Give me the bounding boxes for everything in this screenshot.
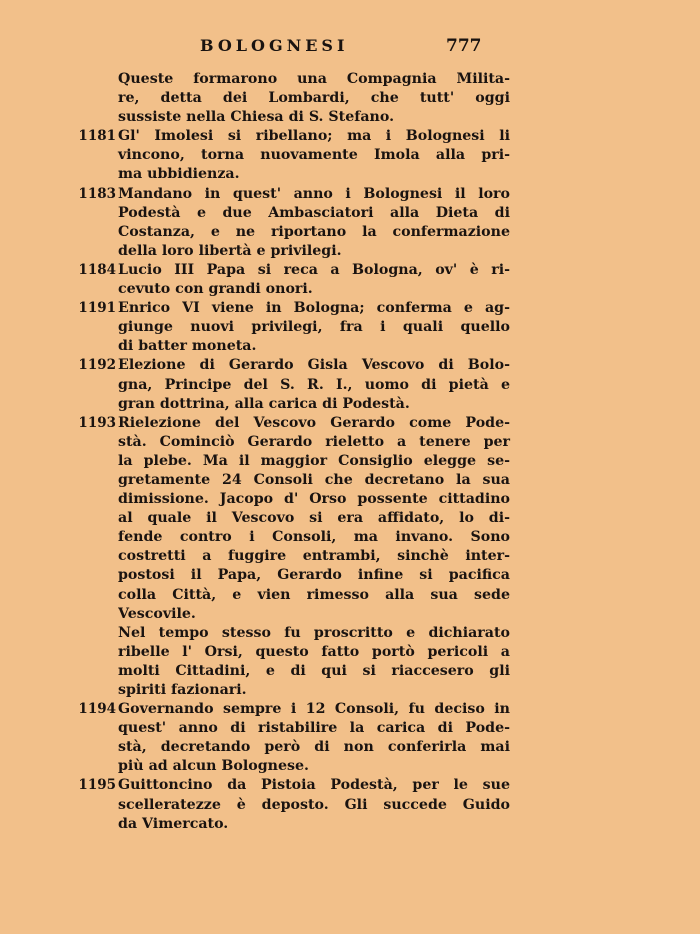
text-line: spiriti fazionari. <box>118 682 247 698</box>
text-line: quest' anno di ristabilire la carica di Pode- <box>118 720 510 737</box>
text-line: re, detta dei Lombardi, che tutt' oggi <box>118 90 510 107</box>
entry-year: 1193 <box>78 414 116 431</box>
chronicle-entry <box>70 700 510 776</box>
text-line: postosi il Papa, Gerardo infine si pacifica <box>118 567 510 584</box>
entry-year: 1194 <box>78 701 116 718</box>
text-line: Elezione di Gerardo Gisla Vescovo di Bolo- <box>118 357 510 374</box>
text-line: stà, decretando però di non conferirla mai <box>118 739 510 756</box>
text-line: gretamente 24 Consoli che decretano la sua <box>118 471 510 488</box>
chronicle-entry <box>70 70 510 127</box>
text-line: sussiste nella Chiesa di S. Stefano. <box>118 109 395 126</box>
text-line: Queste formarono una Compagnia Milita- <box>118 71 510 87</box>
text-line: scelleratezze è deposto. Gli succede Guido <box>118 796 510 813</box>
text-line: di batter moneta. <box>118 338 257 355</box>
text-line: stà. Cominciò Gerardo rieletto a tenere per <box>118 433 510 450</box>
text-line: gna, Principe del S. R. I., uomo di pietà e <box>118 376 510 393</box>
text-line: costretti a fuggire entrambi, sinchè inter- <box>118 548 510 565</box>
text-line: della loro libertà e privilegi. <box>118 242 342 259</box>
text-line: Gl' Imolesi si ribellano; ma i Bolognesi li <box>118 128 510 145</box>
chronicle-entry <box>70 185 510 261</box>
entry-year: 1181 <box>78 128 116 145</box>
entry-year: 1183 <box>78 185 116 202</box>
text-line: Mandano in quest' anno i Bolognesi il loro <box>118 185 510 202</box>
entry-year: 1195 <box>78 777 116 794</box>
text-line: Governando sempre i 12 Consoli, fu deciso in <box>118 701 510 718</box>
chronicle-entry <box>70 356 510 413</box>
page-number: 777 <box>446 36 482 56</box>
text-line: dimissione. Jacopo d' Orso possente cittadino <box>118 491 510 508</box>
chronicle-entry <box>70 261 510 299</box>
text-line: cevuto con grandi onori. <box>118 281 313 298</box>
text-line: fende contro i Consoli, ma invano. Sono <box>118 529 510 546</box>
text-line: la plebe. Ma il maggior Consiglio elegge se- <box>118 452 510 469</box>
text-line: ribelle l' Orsi, questo fatto portò pericoli a <box>118 643 510 660</box>
text-line: da Vimercato. <box>118 815 229 832</box>
running-head: BOLOGNESI <box>200 36 349 55</box>
text-line: Nel tempo stesso fu proscritto e dichiarato <box>118 624 510 641</box>
text-line: al quale il Vescovo si era affidato, lo di- <box>118 510 510 527</box>
chronicle-entry <box>70 624 510 700</box>
text-line: giunge nuovi privilegi, fra i quali quello <box>118 319 510 336</box>
entry-year: 1191 <box>78 300 116 317</box>
text-line: più ad alcun Bolognese. <box>118 758 309 775</box>
text-line: colla Città, e vien rimesso alla sua sede <box>118 586 510 603</box>
text-line: Enrico VI viene in Bologna; conferma e ag- <box>118 300 510 317</box>
chronicle-entry <box>70 776 510 833</box>
text-line: gran dottrina, alla carica di Podestà. <box>118 395 410 412</box>
chronicle-entry <box>70 299 510 356</box>
text-line: Costanza, e ne riportano la confermazione <box>118 223 510 240</box>
chronicle-text <box>70 70 510 834</box>
text-line: Lucio III Papa si reca a Bologna, ov' è ri- <box>118 261 510 278</box>
text-line: ma ubbidienza. <box>118 166 240 183</box>
text-line: Rielezione del Vescovo Gerardo come Pode- <box>118 414 510 431</box>
text-line: Vescovile. <box>118 605 196 622</box>
text-line: Podestà e due Ambasciatori alla Dieta di <box>118 204 510 221</box>
text-line: Guittoncino da Pistoia Podestà, per le sue <box>118 777 510 794</box>
text-line: vincono, torna nuovamente Imola alla pri- <box>118 147 510 164</box>
chronicle-entry <box>70 414 510 624</box>
entry-year: 1192 <box>78 357 116 374</box>
text-line: molti Cittadini, e di qui si riaccesero gli <box>118 662 510 679</box>
chronicle-entry <box>70 127 510 184</box>
page-header <box>0 34 700 60</box>
entry-year: 1184 <box>78 261 116 278</box>
